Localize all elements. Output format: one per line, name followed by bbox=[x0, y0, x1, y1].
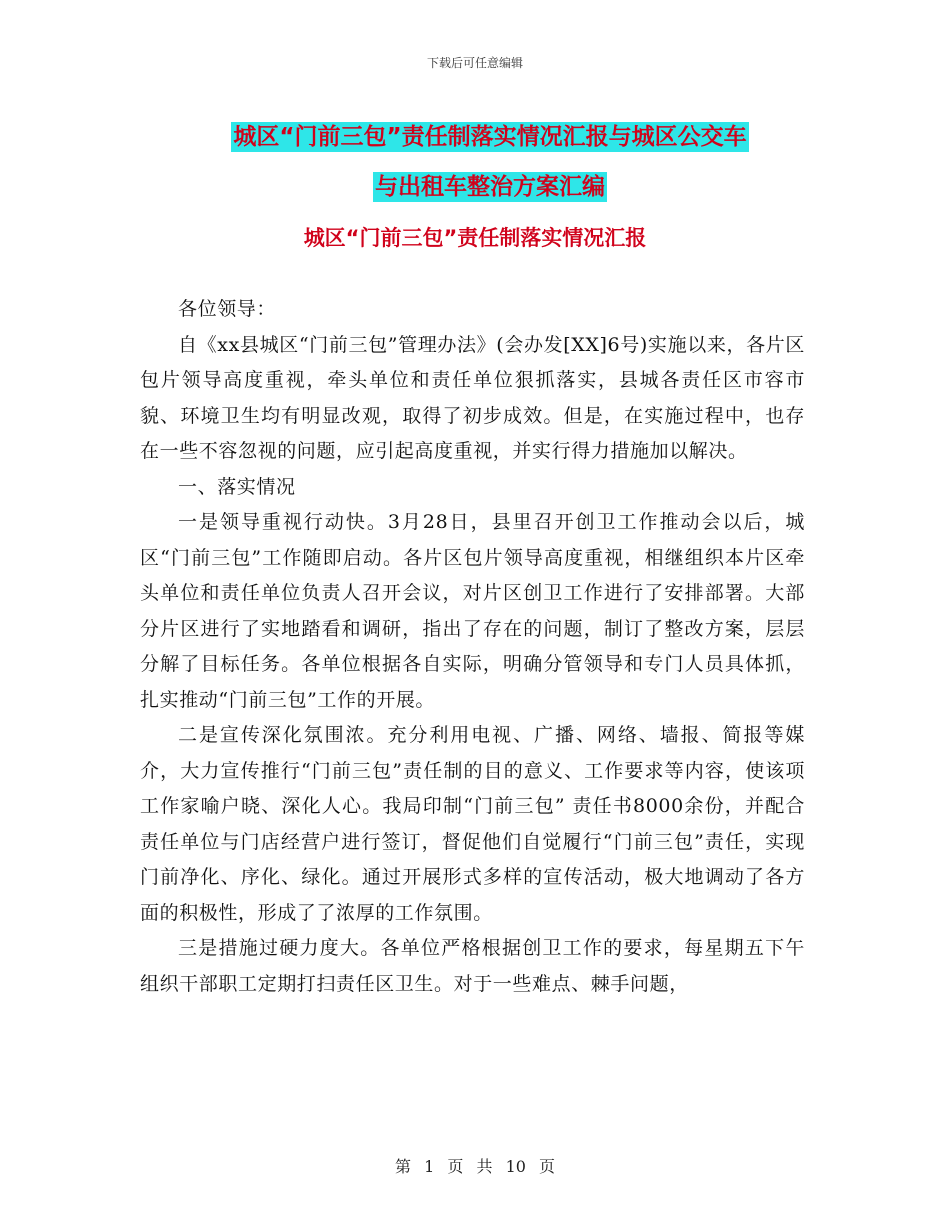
header-note: 下载后可任意编辑 bbox=[426, 56, 523, 70]
footer-total-label: 共 bbox=[476, 1157, 493, 1176]
page-footer bbox=[0, 1154, 950, 1177]
document-title bbox=[140, 112, 840, 212]
paragraph-point-1: 一是领导重视行动快。3月28日，县里召开创卫工作推动会以后，城区“门前三包”工作随即启动。各片区包片领导高度重视，相继组织本片区牵头单位和责任单位负责人召开会议，对片区创卫工作进行了安排部署。大部分片区进行了实地踏看和调研，指出了存在的问题，制订了整改方案，层层分解了目标任务。各单位根据各自实际，明确分管领导和专门人员具体抓，扎实推动“门前三包”工作的开展。 bbox=[140, 511, 805, 711]
paragraph-intro: 自《xx县城区“门前三包”管理办法》(会办发[XX]6号)实施以来，各片区包片领导高度重视，牵头单位和责任单位狠抓落实，县城各责任区市容市貌、环境卫生均有明显改观，取得了初步成效。但是，在实施过程中，也存在一些不容忽视的问题，应引起高度重视，并实行得力措施加以解决。 bbox=[140, 333, 805, 462]
paragraph-point-3: 三是措施过硬力度大。各单位严格根据创卫工作的要求，每星期五下午组织干部职工定期打扫责任区卫生。对于一些难点、棘手问题， bbox=[140, 937, 805, 995]
body-text bbox=[140, 292, 805, 1002]
footer-page-unit: 页 bbox=[447, 1157, 464, 1176]
paragraph-point-2: 二是宣传深化氛围浓。充分利用电视、广播、网络、墙报、简报等媒介，大力宣传推行“门前三包”责任制的目的意义、工作要求等内容，使该项工作家喻户晓、深化人心。我局印制“门前三包” 责任书8000余份，并配合责任单位与门店经营户进行签订，督促他们自觉履行“门前三包”责任，实现门前净化、序化、绿化。通过开展形式多样的宣传活动，极大地调动了各方面的积极性，形成了了浓厚的工作氛围。 bbox=[140, 724, 805, 924]
heading-implementation: 一、落实情况 bbox=[178, 475, 296, 498]
salutation: 各位领导： bbox=[178, 298, 277, 320]
footer-page-label: 第 bbox=[394, 1157, 411, 1176]
footer-total-pages: 10 bbox=[505, 1157, 526, 1176]
footer-total-unit: 页 bbox=[539, 1157, 556, 1176]
footer-page-number: 1 bbox=[424, 1157, 435, 1176]
section-title: 城区“门前三包”责任制落实情况汇报 bbox=[303, 226, 647, 250]
title-line-2: 与出租车整治方案汇编 bbox=[375, 174, 605, 200]
title-line-1: 城区“门前三包”责任制落实情况汇报与城区公交车 bbox=[233, 124, 747, 150]
